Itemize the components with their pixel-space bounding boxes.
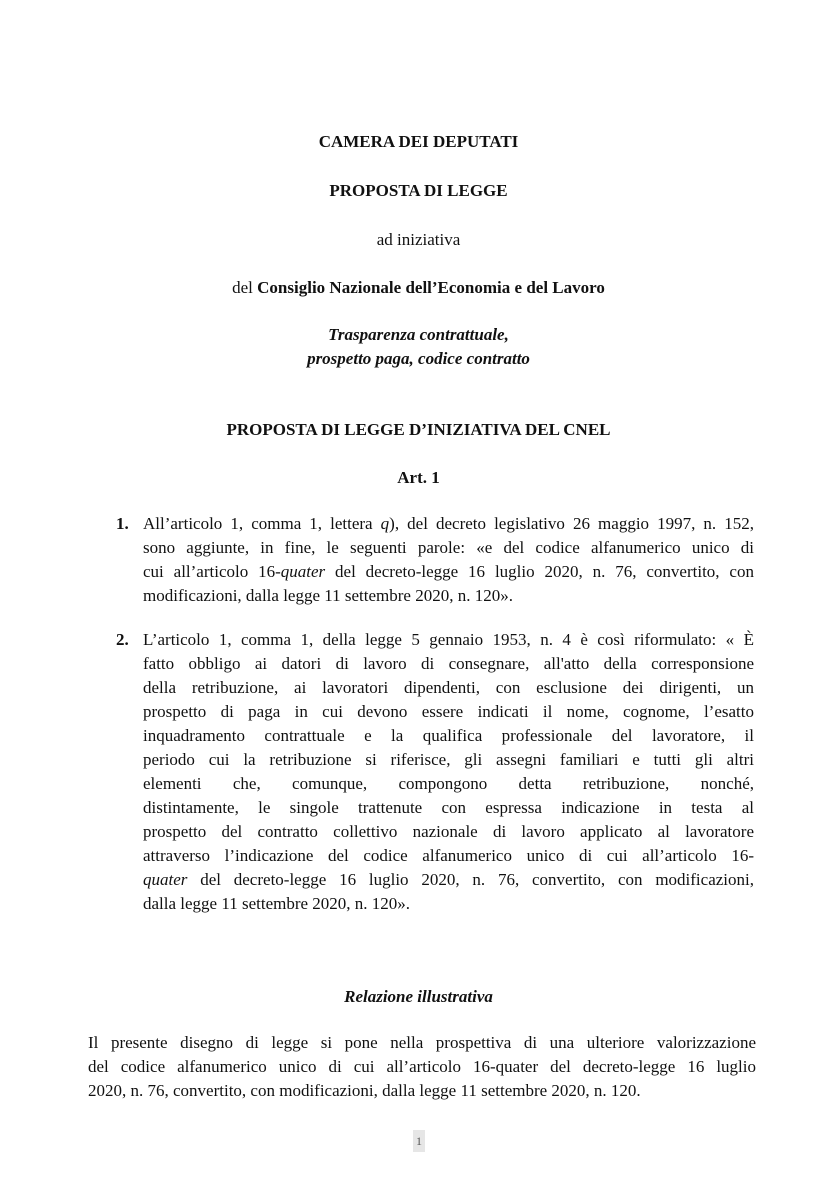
item-line: modificazioni, dalla legge 11 settembre 2020, n. 120». <box>143 586 513 605</box>
doc-type-heading: PROPOSTA DI LEGGE <box>329 181 508 200</box>
chamber-heading: CAMERA DEI DEPUTATI <box>318 132 519 151</box>
italic-run: q <box>380 514 390 533</box>
initiative-line: ad iniziativa <box>376 230 461 249</box>
item-line: della retribuzione, ai lavoratori dipendenti, con esclusione dei dirigenti, un <box>143 678 754 697</box>
report-line: Il presente disegno di legge si pone nella prospettiva di una ulteriore valorizzazione <box>88 1033 756 1052</box>
item-line <box>143 560 754 584</box>
report-body <box>88 1031 756 1103</box>
item-line: periodo cui la retribuzione si riferisce, gli assegni familiari e tutti gli altri <box>143 750 754 769</box>
report-line: 2020, n. 76, convertito, con modificazioni, dalla legge 11 settembre 2020, n. 120. <box>88 1081 641 1100</box>
subject-line-1: Trasparenza contrattuale, <box>328 325 509 344</box>
item-line: attraverso l’indicazione del codice alfanumerico unico di cui all’articolo 16- <box>143 846 754 865</box>
subject-block <box>0 323 837 371</box>
item-line: L’articolo 1, comma 1, della legge 5 gennaio 1953, n. 4 è così riformulato: « È <box>143 630 754 649</box>
section-title: PROPOSTA DI LEGGE D’INIZIATIVA DEL CNEL <box>226 420 611 439</box>
report-title: Relazione illustrativa <box>344 987 493 1006</box>
item-line <box>143 868 754 892</box>
italic-run: quater <box>143 870 188 889</box>
proposer-name: Consiglio Nazionale dell’Economia e del Lavoro <box>257 278 605 297</box>
page-number: 1 <box>413 1130 425 1152</box>
item-text <box>143 628 754 916</box>
subject-line-2: prospetto paga, codice contratto <box>307 349 530 368</box>
italic-run: quater <box>280 562 326 581</box>
item-line: sono aggiunte, in fine, le seguenti parole: «e del codice alfanumerico unico di <box>143 538 754 557</box>
item-number: 2. <box>116 630 129 649</box>
item-line: distintamente, le singole trattenute con espressa indicazione in testa al <box>143 798 754 817</box>
item-line: dalla legge 11 settembre 2020, n. 120». <box>143 894 411 913</box>
article-title: Art. 1 <box>397 468 440 487</box>
item-number: 1. <box>116 514 129 533</box>
text-run: del decreto-legge 16 luglio 2020, n. 76, convertito, con modificazioni, <box>187 870 754 889</box>
item-line: prospetto del contratto collettivo nazionale di lavoro applicato al lavoratore <box>143 822 754 841</box>
item-line: prospetto di paga in cui devono essere indicati il nome, cognome, l’esatto <box>143 702 754 721</box>
item-line: fatto obbligo ai datori di lavoro di consegnare, all'atto della corresponsione <box>143 654 754 673</box>
item-text <box>143 512 754 608</box>
item-line <box>143 512 754 536</box>
text-run: ), del decreto legislativo 26 maggio 1997, n. 152, <box>389 514 754 533</box>
proposer-line <box>0 276 837 300</box>
proposer-prefix: del <box>232 278 258 297</box>
text-run: del decreto-legge 16 luglio 2020, n. 76, convertito, con <box>325 562 754 581</box>
item-line: elementi che, comunque, compongono detta retribuzione, nonché, <box>143 774 754 793</box>
text-run: cui all’articolo 16- <box>143 562 281 581</box>
item-line: inquadramento contrattuale e la qualifica professionale del lavoratore, il <box>143 726 754 745</box>
text-run: All’articolo 1, comma 1, lettera <box>143 514 381 533</box>
report-line: del codice alfanumerico unico di cui all’articolo 16-quater del decreto-legge 16 luglio <box>88 1057 756 1076</box>
